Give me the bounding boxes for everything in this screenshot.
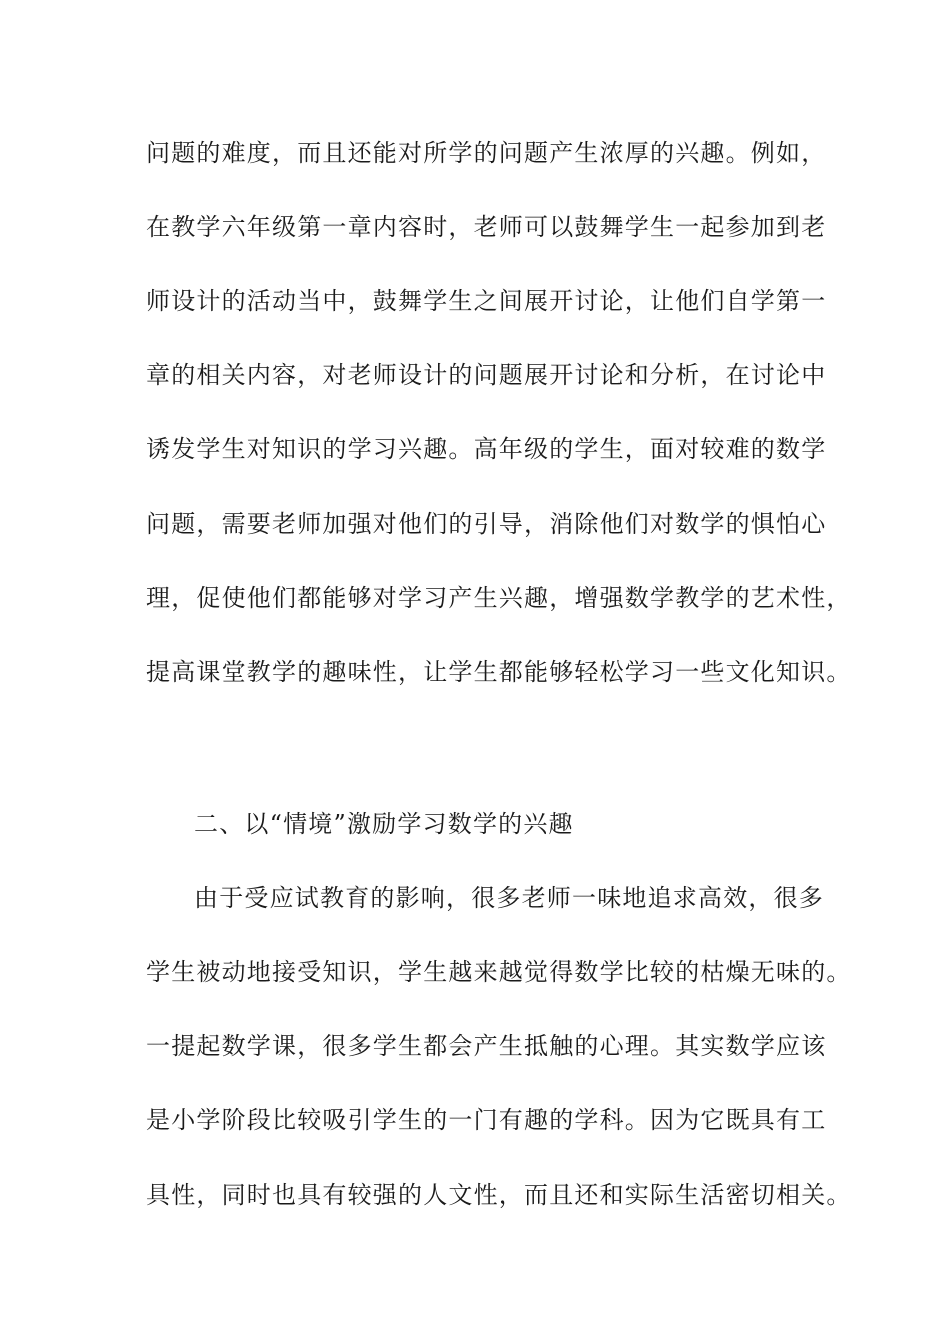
paragraph-line: 章的相关内容，对老师设计的问题展开讨论和分析，在讨论中 (146, 361, 827, 389)
paragraph-line: 诱发学生对知识的学习兴趣。高年级的学生，面对较难的数学 (146, 435, 827, 463)
paragraph-line: 提高课堂教学的趣味性，让学生都能够轻松学习一些文化知识。 (146, 658, 852, 686)
paragraph-line: 师设计的活动当中，鼓舞学生之间展开讨论，让他们自学第一 (146, 287, 827, 315)
section-heading: 二、以“情境”激励学习数学的兴趣 (194, 810, 574, 838)
paragraph-line: 是小学阶段比较吸引学生的一门有趣的学科。因为它既具有工 (146, 1106, 827, 1134)
paragraph-line: 理，促使他们都能够对学习产生兴趣，增强数学教学的艺术性， (146, 584, 852, 612)
paragraph-line: 学生被动地接受知识，学生越来越觉得数学比较的枯燥无味的。 (146, 958, 852, 986)
paragraph-line: 在教学六年级第一章内容时，老师可以鼓舞学生一起参加到老 (146, 213, 827, 241)
paragraph-line: 由于受应试教育的影响，很多老师一味地追求高效，很多 (194, 884, 824, 912)
paragraph-line: 具性，同时也具有较强的人文性，而且还和实际生活密切相关。 (146, 1181, 852, 1209)
paragraph-line: 问题的难度，而且还能对所学的问题产生浓厚的兴趣。例如， (146, 139, 827, 167)
paragraph-line: 问题，需要老师加强对他们的引导，消除他们对数学的惧怕心 (146, 510, 827, 538)
paragraph-line: 一提起数学课，很多学生都会产生抵触的心理。其实数学应该 (146, 1032, 827, 1060)
